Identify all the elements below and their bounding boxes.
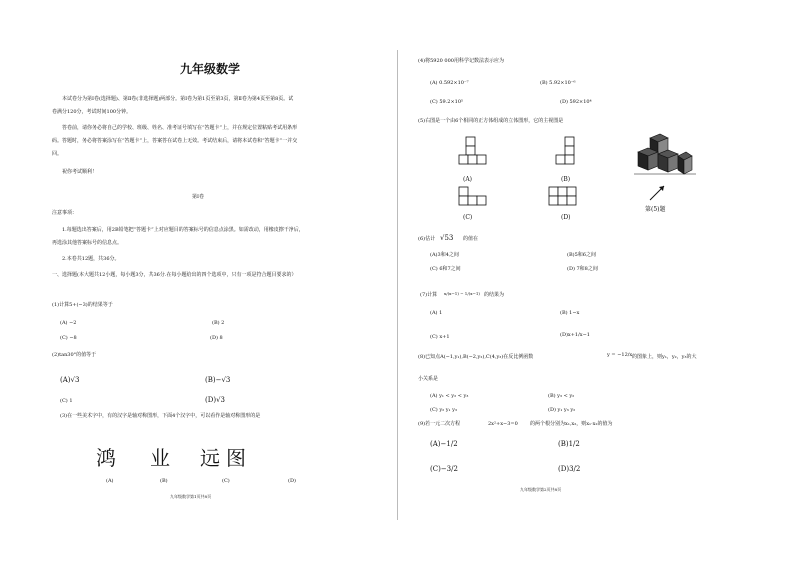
option-c: (C) 6和7之间 <box>430 266 461 272</box>
question-stem: 的值在 <box>463 236 479 242</box>
option-d: (D) 7和8之间 <box>567 266 598 272</box>
front-view-option-c <box>458 186 490 216</box>
front-view-option-b <box>555 136 585 176</box>
option-a: (A) <box>106 478 114 484</box>
option-d: (D) 8 <box>210 335 223 341</box>
intro-line: 本试卷分为第Ⅰ卷(选择题)、第Ⅱ卷(非选择题)两部分。第Ⅰ卷为第1页至第3页，第Ⅱ卷为第4页至第8页。试 <box>62 96 294 102</box>
hanzi-option: 鸿 <box>96 446 116 470</box>
radical-expression: √53 <box>440 234 454 242</box>
question-stem: (8)已知点A(−1,y₁),B(−2,y₂),C(4,y₃)在反比例函数 <box>418 354 534 360</box>
option-b: (B) y₃ < y₂ <box>548 393 575 399</box>
option-c: (C) <box>463 214 473 221</box>
option-d: (D) 592×10⁴ <box>560 99 592 105</box>
question-stem: (9)若一元二次方程 <box>418 421 461 427</box>
intro-line: 答卷前，请你务必将自己的学校、班级、姓名、准考证号填写在“答题卡”上，并在规定位置粘贴考试用条形 <box>62 125 298 131</box>
option-b: (B)5和6之间 <box>567 252 596 258</box>
option-d: (D) y₁ y₃ y₂ <box>548 407 576 413</box>
page-title: 九年级数学 <box>180 62 241 76</box>
option-a: (A) <box>463 176 473 183</box>
question-stem: (4)将5920 000用科学记数法表示应为 <box>418 58 504 64</box>
notice-line: 1.每题选出答案后，用2B铅笔把“答题卡”上对应题目的答案标号的信息点涂黑。如需改动，用橡皮擦干净后， <box>62 227 304 233</box>
option-c: (C) x+1 <box>430 334 450 340</box>
option-c: (C) y₂ y₁ y₃ <box>430 407 457 413</box>
function-expression: y = −12/x <box>607 352 633 358</box>
option-a: (A)√3 <box>60 376 80 384</box>
option-a: (A) y₁ < y₂ < y₃ <box>430 393 469 399</box>
fraction-expression: x/(x−1) − 1/(x−1) <box>444 291 480 296</box>
option-b: (B) 5.92×10⁻⁶ <box>540 80 576 86</box>
option-a: (A) −2 <box>60 320 77 326</box>
question-stem: 小关系是 <box>418 376 439 382</box>
hanzi-option: 图 <box>226 446 246 470</box>
section-label: 第Ⅰ卷 <box>192 194 204 200</box>
option-b: (B) 2 <box>212 320 225 326</box>
option-d: (D)x+1/x−1 <box>560 332 590 338</box>
option-a: (A) 1 <box>430 310 443 316</box>
question-stem: 的图象上，则y₁，y₂，y₃的大 <box>632 354 697 360</box>
question-stem: (1)计算5+(−3)的结果等于 <box>52 302 113 308</box>
question-stem: (7)计算 <box>420 292 438 298</box>
option-c: (C)−3/2 <box>430 465 458 473</box>
part-heading: 一、选择题(本大题共12小题，每小题3分，共36分.在每小题给出的四个选项中，只有一项是符合题目要求的） <box>52 272 297 278</box>
hanzi-option: 远 <box>200 446 220 470</box>
front-view-option-d <box>548 186 580 216</box>
option-d: (D)√3 <box>205 396 225 404</box>
arrow-icon <box>648 182 668 202</box>
option-b: (B) <box>160 478 168 484</box>
notice-line: 2.本卷共12题，共36分。 <box>62 256 120 262</box>
question-stem: 的两个根分别为x₁,x₂，则x₁·x₂的值为 <box>530 421 613 427</box>
intro-line: 码。答题时，务必将答案涂写在“答题卡”上，答案答在试卷上无效。考试结束后，请将本试卷和“答题卡”一并交 <box>52 138 298 144</box>
option-b: (B) 1−x <box>560 310 580 316</box>
intro-line: 回。 <box>52 151 63 157</box>
option-c: (C) <box>222 478 230 484</box>
option-d: (D) <box>288 478 296 484</box>
intro-line: 卷满分120分，考试时间100分钟。 <box>52 109 132 115</box>
page-divider <box>397 50 398 520</box>
cube-solid-figure <box>630 130 700 190</box>
question-stem: (3)在一些美术字中，有的汉字是轴对称图形，下面4个汉字中，可以看作是轴对称图形的是 <box>60 413 261 419</box>
intro-line: 祝你考试顺利！ <box>62 169 98 175</box>
question-stem: (6)估计 <box>418 236 436 242</box>
equation: 2x²+x−3=0 <box>488 421 518 427</box>
option-c: (C) −8 <box>60 335 77 341</box>
option-d: (D) <box>561 214 571 221</box>
option-a: (A)3和4之间 <box>430 252 459 258</box>
option-a: (A) 0.592×10⁻⁷ <box>430 80 469 86</box>
question-stem: 的结果为 <box>484 292 505 298</box>
hanzi-option: 业 <box>150 446 170 470</box>
option-b: (B)1/2 <box>558 440 580 448</box>
figure-caption: 第(5)题 <box>645 206 666 213</box>
option-c: (C) 1 <box>60 398 73 404</box>
question-stem: (5)右图是一个由6个相同的正方体组成的立体图形，它的主视图是 <box>418 118 564 124</box>
notice-title: 注意事项： <box>52 210 78 216</box>
option-d: (D)3/2 <box>558 465 581 473</box>
question-stem: (2)tan30°的值等于 <box>52 352 97 358</box>
notice-line: 再选涂其他答案标号的信息点。 <box>52 240 123 246</box>
option-c: (C) 59.2×10⁵ <box>430 99 464 105</box>
option-b: (B) <box>561 176 571 183</box>
front-view-option-a <box>458 136 488 176</box>
option-b: (B)−√3 <box>205 376 231 384</box>
page-footer: 九年级数学第1页共8页 <box>170 494 212 499</box>
option-a: (A)−1/2 <box>430 440 458 448</box>
page-footer: 九年级数学第2页共8页 <box>520 487 562 492</box>
